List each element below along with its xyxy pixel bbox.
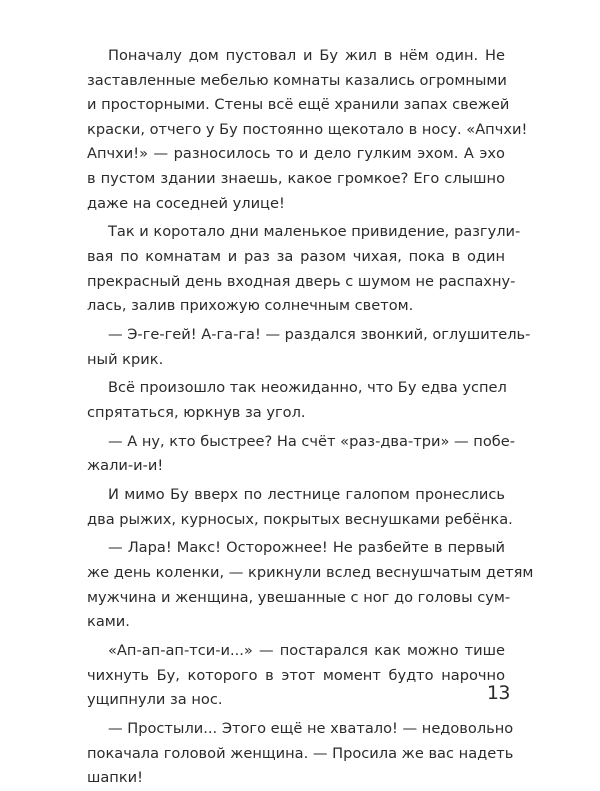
text-line: чихнуть Бу, которого в этот момент будто нарочно xyxy=(87,666,505,684)
text-line: прекрасный день входная дверь с шумом не распахну- xyxy=(87,272,516,290)
text-line: жали-и-и! xyxy=(87,457,164,475)
text-line: спрятаться, юркнув за угол. xyxy=(87,403,306,421)
paragraph xyxy=(87,717,514,791)
paragraph xyxy=(87,430,515,479)
text-line: Апчхи!» — разносилось то и дело гулким эхом. А эхо xyxy=(87,145,505,163)
story-text xyxy=(87,44,534,791)
text-line: в пустом здании знаешь, какое громкое? Его слышно xyxy=(87,169,505,187)
text-line: ками. xyxy=(87,613,130,631)
paragraph xyxy=(87,376,505,425)
text-line: лась, залив прихожую солнечным светом. xyxy=(87,297,414,315)
paragraph xyxy=(87,639,505,713)
text-line: краски, отчего у Бу постоянно щекотало в носу. «Апчхи! xyxy=(87,120,528,138)
paragraph xyxy=(87,323,531,372)
text-line: И мимо Бу вверх по лестнице галопом пронеслись xyxy=(108,486,505,504)
paragraph xyxy=(87,483,513,532)
text-line: Всё произошло так неожиданно, что Бу едва успел xyxy=(108,379,507,397)
text-line: мужчина и женщина, увешанные с ног до головы сум- xyxy=(87,588,511,606)
text-line: даже на соседней улице! xyxy=(87,194,285,212)
text-line: Поначалу дом пустовал и Бу жил в нём один. Не xyxy=(108,47,505,64)
text-line: Так и коротало дни маленькое привидение, разгули- xyxy=(108,223,521,241)
text-line: покачала головой женщина. — Просила же вас надеть xyxy=(87,744,514,762)
paragraph xyxy=(87,220,521,318)
text-line: — Простыли... Этого ещё не хватало! — недовольно xyxy=(108,719,514,737)
text-line: ный крик. xyxy=(87,350,164,368)
text-line: — Э-ге-гей! А-га-га! — раздался звонкий, оглушитель- xyxy=(108,325,531,343)
text-line: вая по комнатам и раз за разом чихая, пока в один xyxy=(87,247,505,265)
text-line: — А ну, кто быстрее? На счёт «раз-два-три» — побе- xyxy=(108,432,515,450)
paragraph xyxy=(87,44,528,216)
text-line: же день коленки, — крикнули вслед веснушчатым детям xyxy=(87,564,534,581)
text-line: два рыжих, курносых, покрытых веснушками ребёнка. xyxy=(87,510,513,528)
text-line: шапки! xyxy=(87,769,143,787)
text-line: и просторными. Стены всё ещё хранили запах свежей xyxy=(87,96,510,114)
paragraph xyxy=(87,536,534,634)
text-line: «Ап-ап-ап-тси-и...» — постарался как можно тише xyxy=(108,641,505,659)
page-number: 13 xyxy=(486,682,510,704)
text-line: заставленные мебелью комнаты казались огромными xyxy=(87,71,507,89)
text-line: ущипнули за нос. xyxy=(87,691,223,709)
text-line: — Лара! Макс! Осторожнее! Не разбейте в первый xyxy=(108,539,505,557)
